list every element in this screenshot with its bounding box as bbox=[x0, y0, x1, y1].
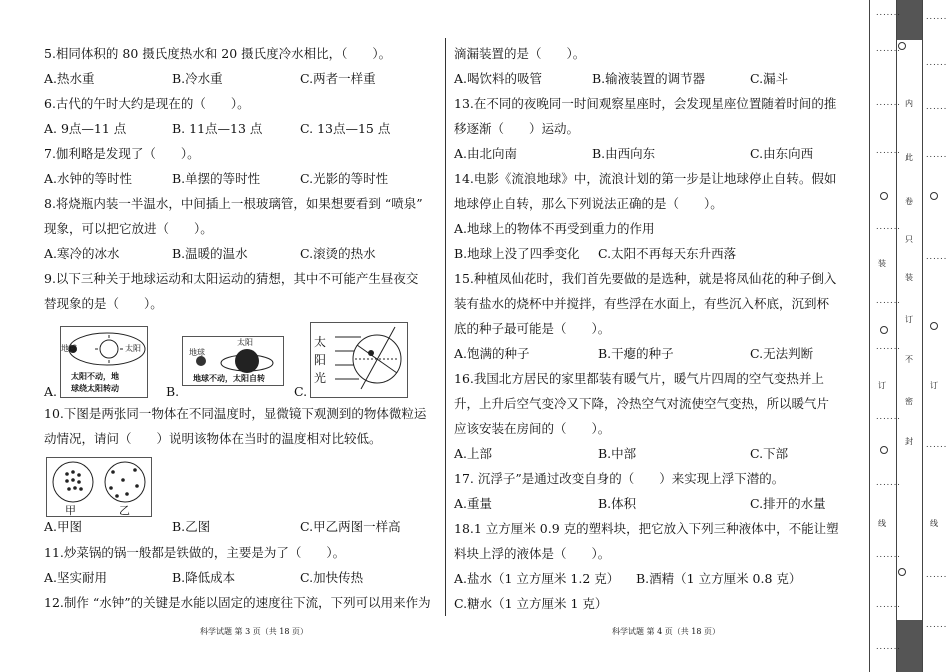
question-12-cont: 滴漏装置的是（ ）。 bbox=[454, 46, 586, 61]
earth-label: 地球 bbox=[61, 344, 77, 353]
seal-char: 封 bbox=[905, 437, 913, 446]
seal-char: 内 bbox=[905, 99, 913, 108]
binding-hole-icon bbox=[880, 192, 888, 200]
q6-option-a: A. 9点—11 点 bbox=[44, 121, 127, 136]
q10-option-c: C.甲乙两图一样高 bbox=[300, 519, 401, 534]
label-char-1: 太 bbox=[314, 335, 327, 349]
question-13-line2: 移逐渐（ ）运动。 bbox=[454, 121, 580, 136]
q5-option-b: B.冷水重 bbox=[172, 71, 223, 86]
q9-figure-b bbox=[182, 336, 284, 386]
q11-option-a: A.坚实耐用 bbox=[44, 570, 108, 585]
binding-hole-icon bbox=[880, 446, 888, 454]
q17-option-a: A.重量 bbox=[454, 496, 493, 511]
q7-option-b: B.单摆的等时性 bbox=[172, 171, 261, 186]
q13-option-a: A.由北向南 bbox=[454, 146, 518, 161]
seal-char: 订 bbox=[905, 315, 913, 324]
q14-option-a: A.地球上的物体不再受到重力的作用 bbox=[454, 221, 655, 236]
q8-option-c: C.滚烫的热水 bbox=[300, 246, 376, 261]
binding-char: 线 bbox=[930, 519, 938, 528]
question-18-line2: 料块上浮的液体是（ ）。 bbox=[454, 546, 611, 561]
seal-char: 此 bbox=[905, 153, 913, 162]
q8-option-a: A.寒冷的冰水 bbox=[44, 246, 120, 261]
q8-option-b: B.温暖的温水 bbox=[172, 246, 248, 261]
page-footer-right: 科学试题 第 4 页（共 18 页） bbox=[612, 627, 720, 636]
question-18-line1: 18.1 立方厘米 0.9 克的塑料块，把它放入下列三种液体中，不能让塑 bbox=[454, 521, 839, 536]
question-8-line2: 现象，可以把它放进（ ）。 bbox=[44, 221, 213, 236]
figure-yi-label: 乙 bbox=[119, 504, 130, 517]
question-13-line1: 13.在不同的夜晚同一时间观察星座时，会发现星座位置随着时间的推 bbox=[454, 96, 837, 111]
q16-option-b: B.中部 bbox=[598, 446, 637, 461]
q9-option-c: C. bbox=[294, 384, 308, 399]
q9-option-a: A. bbox=[44, 384, 58, 399]
q5-option-a: A.热水重 bbox=[44, 71, 95, 86]
seal-char: 只 bbox=[905, 235, 913, 244]
sun-label: 太阳 bbox=[125, 344, 141, 353]
sun-label: 太阳 bbox=[237, 338, 253, 347]
q9-figure-a bbox=[60, 326, 148, 398]
binding-hole-icon bbox=[930, 322, 938, 330]
q7-option-c: C.光影的等时性 bbox=[300, 171, 389, 186]
caption-line1: 太阳不动，地 bbox=[71, 371, 119, 381]
q15-option-c: C.无法判断 bbox=[750, 346, 814, 361]
q10-option-b: B.乙图 bbox=[172, 519, 211, 534]
question-8-line1: 8.将烧瓶内装一半温水，中间插上一根玻璃管，如果想要看到 “喷泉” bbox=[44, 196, 423, 211]
binding-hole-icon bbox=[880, 326, 888, 334]
q12-option-c: C.漏斗 bbox=[750, 71, 789, 86]
question-12: 12.制作 “水钟”的关键是水能以固定的速度往下流，下列可以用来作为 bbox=[44, 595, 431, 610]
question-7: 7.伽利略是发现了（ ）。 bbox=[44, 146, 200, 161]
q15-option-a: A.饱满的种子 bbox=[454, 346, 530, 361]
question-15-line3: 底的种子最可能是（ ）。 bbox=[454, 321, 611, 336]
q14-option-b: B.地球上没了四季变化 bbox=[454, 246, 580, 261]
q17-option-c: C.排开的水量 bbox=[750, 496, 826, 511]
seal-char: 不 bbox=[905, 355, 913, 364]
q16-option-a: A.上部 bbox=[454, 446, 493, 461]
label-char-2: 阳 bbox=[314, 353, 327, 367]
q12-option-b: B.输液装置的调节器 bbox=[592, 71, 706, 86]
caption-line2: 球绕太阳转动 bbox=[71, 383, 119, 393]
column-divider bbox=[445, 38, 446, 616]
q13-option-c: C.由东向西 bbox=[750, 146, 814, 161]
question-9-line1: 9.以下三种关于地球运动和太阳运动的猜想，其中不可能产生昼夜交 bbox=[44, 271, 419, 286]
q11-option-c: C.加快传热 bbox=[300, 570, 364, 585]
q18-option-b: B.酒精（1 立方厘米 0.8 克） bbox=[636, 571, 802, 586]
q18-option-a: A.盐水（1 立方厘米 1.2 克） bbox=[454, 571, 620, 586]
binding-char: 线 bbox=[878, 519, 886, 528]
q12-option-a: A.喝饮料的吸管 bbox=[454, 71, 543, 86]
q16-option-c: C.下部 bbox=[750, 446, 789, 461]
q14-option-c: C.太阳不再每天东升西落 bbox=[598, 246, 737, 261]
question-10-line2: 动情况，请问（ ）说明该物体在当时的温度相对比较低。 bbox=[44, 431, 382, 446]
q13-option-b: B.由西向东 bbox=[592, 146, 656, 161]
q6-option-b: B. 11点—13 点 bbox=[172, 121, 263, 136]
q11-option-b: B.降低成本 bbox=[172, 570, 236, 585]
q9-figure-c bbox=[310, 322, 408, 398]
binding-char: 装 bbox=[878, 259, 886, 268]
question-6: 6.古代的午时大约是现在的（ ）。 bbox=[44, 96, 250, 111]
question-16-line2: 升，上升后空气变冷又下降，冷热空气对流使空气变热，所以暖气片 bbox=[454, 396, 830, 411]
q5-option-c: C.两者一样重 bbox=[300, 71, 376, 86]
seal-char: 密 bbox=[905, 397, 913, 406]
question-11: 11.炒菜锅的锅一般都是铁做的，主要是为了（ ）。 bbox=[44, 545, 346, 560]
question-16-line3: 应该安装在房间的（ ）。 bbox=[454, 421, 611, 436]
q6-option-c: C. 13点—15 点 bbox=[300, 121, 391, 136]
q7-option-a: A.水钟的等时性 bbox=[44, 171, 133, 186]
seal-char: 装 bbox=[905, 273, 913, 282]
question-10-line1: 10.下图是两张同一物体在不同温度时，显微镜下观测到的物体微粒运 bbox=[44, 406, 427, 421]
caption: 地球不动，太阳自转 bbox=[193, 373, 265, 383]
q15-option-b: B.干瘪的种子 bbox=[598, 346, 674, 361]
question-15-line2: 装有盐水的烧杯中并搅拌，有些浮在水面上，有些沉入杯底，沉到杯 bbox=[454, 296, 830, 311]
binding-dark-top bbox=[897, 0, 922, 40]
q10-figure bbox=[46, 457, 152, 517]
binding-hole-icon bbox=[898, 568, 906, 576]
question-15-line1: 15.种植凤仙花时，我们首先要做的是选种，就是将凤仙花的种子倒入 bbox=[454, 271, 837, 286]
binding-char: 订 bbox=[930, 381, 938, 390]
question-5: 5.相同体积的 80 摄氏度热水和 20 摄氏度冷水相比，（ ）。 bbox=[44, 46, 392, 61]
binding-hole-icon bbox=[930, 192, 938, 200]
label-char-3: 光 bbox=[314, 371, 327, 385]
question-9-line2: 替现象的是（ ）。 bbox=[44, 296, 163, 311]
particle-diagram-icon bbox=[47, 458, 151, 516]
earth-label: 地球 bbox=[189, 348, 205, 357]
question-14-line1: 14.电影《流浪地球》中，流浪计划的第一步是让地球停止自转。假如 bbox=[454, 171, 837, 186]
question-16-line1: 16.我国北方居民的家里都装有暖气片，暖气片四周的空气变热并上 bbox=[454, 371, 824, 386]
q18-option-c: C.糖水（1 立方厘米 1 克） bbox=[454, 596, 608, 611]
q17-option-b: B.体积 bbox=[598, 496, 637, 511]
q10-option-a: A.甲图 bbox=[44, 519, 83, 534]
question-17: 17. 沉浮子”是通过改变自身的（ ）来实现上浮下潜的。 bbox=[454, 471, 785, 486]
page-footer-left: 科学试题 第 3 页（共 18 页） bbox=[200, 627, 308, 636]
question-14-line2: 地球停止自转，那么下列说法正确的是（ ）。 bbox=[454, 196, 723, 211]
figure-jia-label: 甲 bbox=[65, 504, 76, 517]
binding-char: 订 bbox=[878, 381, 886, 390]
seal-char: 卷 bbox=[905, 197, 913, 206]
q9-option-b: B. bbox=[166, 384, 180, 399]
